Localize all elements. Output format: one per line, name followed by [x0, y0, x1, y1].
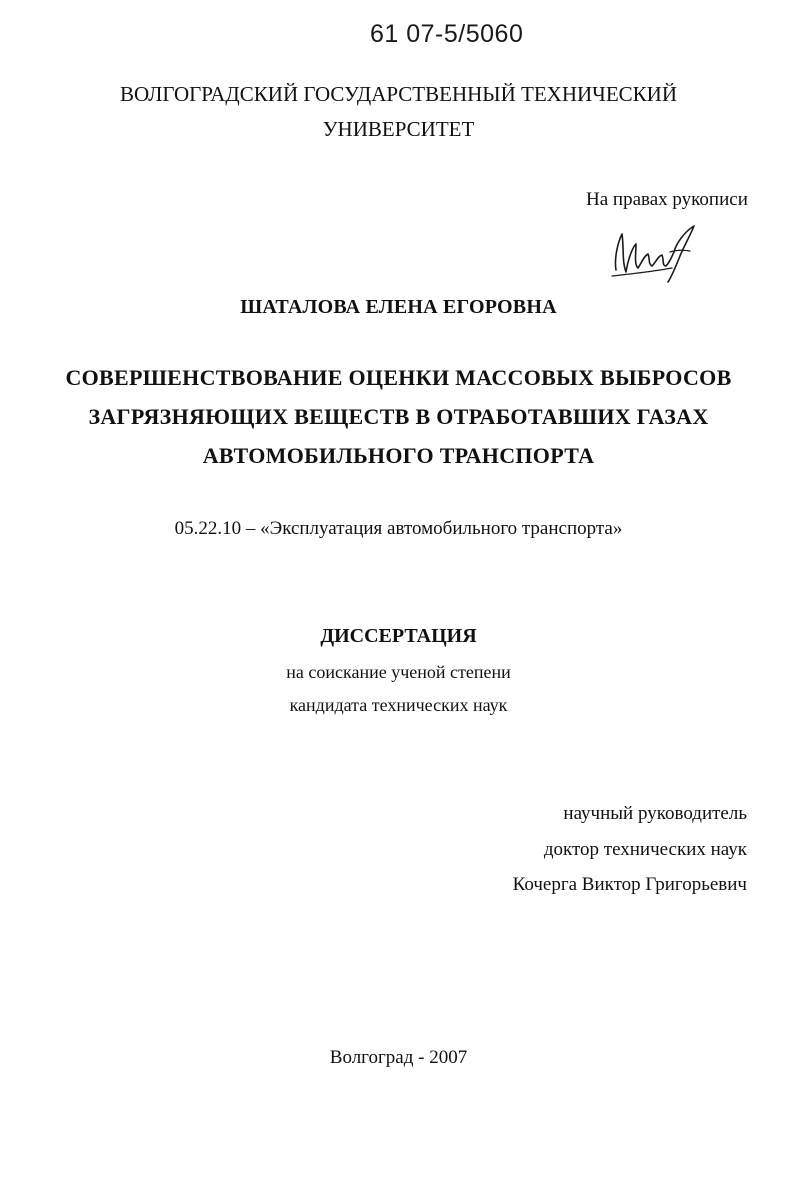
supervisor-academic-title: доктор технических наук	[543, 839, 747, 860]
document-type: ДИССЕРТАЦИЯ	[320, 625, 477, 647]
university-name-line-1: ВОЛГОГРАДСКИЙ ГОСУДАРСТВЕННЫЙ ТЕХНИЧЕСКИЙ	[119, 82, 677, 106]
degree-line-1: на соискание ученой степени	[286, 662, 511, 682]
degree-line-2: кандидата технических наук	[289, 695, 508, 715]
handwritten-signature	[610, 222, 700, 284]
city-year: Волгоград - 2007	[329, 1047, 468, 1068]
dissertation-title-line-2: ЗАГРЯЗНЯЮЩИХ ВЕЩЕСТВ В ОТРАБОТАВШИХ ГАЗАХ	[88, 404, 709, 429]
manuscript-rights-note: На правах рукописи	[586, 189, 748, 210]
archive-number-stamp: 61 07-5/5060	[370, 20, 524, 48]
specialty-code: 05.22.10 – «Эксплуатация автомобильного транспорта»	[174, 518, 623, 539]
supervisor-role: научный руководитель	[563, 803, 747, 824]
dissertation-title-line-1: СОВЕРШЕНСТВОВАНИЕ ОЦЕНКИ МАССОВЫХ ВЫБРОСОВ	[65, 365, 732, 390]
university-name-line-2: УНИВЕРСИТЕТ	[322, 117, 475, 141]
supervisor-name: Кочерга Виктор Григорьевич	[512, 874, 747, 895]
author-name: ШАТАЛОВА ЕЛЕНА ЕГОРОВНА	[240, 296, 557, 318]
dissertation-title-line-3: АВТОМОБИЛЬНОГО ТРАНСПОРТА	[202, 443, 595, 468]
